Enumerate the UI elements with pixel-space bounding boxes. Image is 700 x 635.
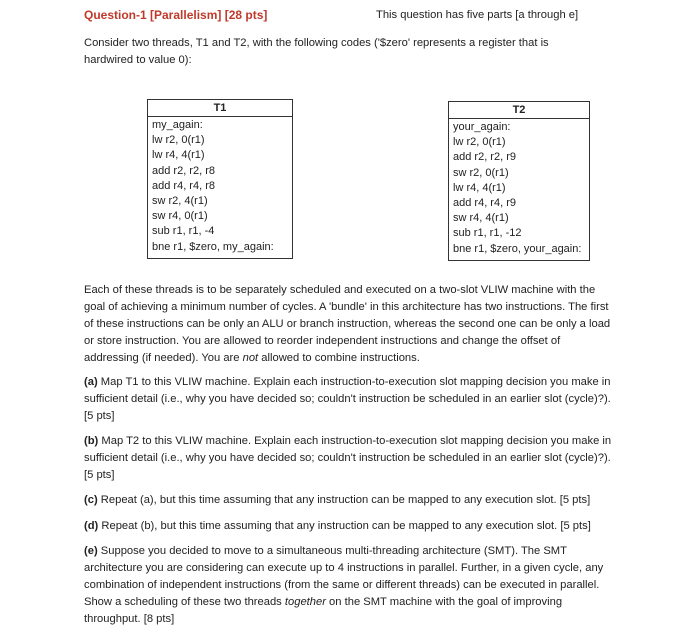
- part-a-text: Map T1 to this VLIW machine. Explain each instruction-to-execution slot mapping decision you make in sufficient detail (i.e., why you have decided so; couldn't instruction be scheduled in an earlier slot (cycle)?). [5 pts]: [84, 376, 611, 422]
- t1-code-lines: [148, 117, 292, 256]
- part-a-paragraph: [84, 374, 618, 425]
- part-c-paragraph: [84, 492, 618, 509]
- code-line: sw r2, 0(r1): [453, 166, 509, 179]
- code-line: lw r4, 4(r1): [453, 181, 506, 194]
- part-a-label: (a): [84, 376, 98, 388]
- code-line: lw r2, 0(r1): [453, 136, 506, 149]
- parts-note: This question has five parts [a through e]: [376, 9, 579, 21]
- code-line: lw r4, 4(r1): [152, 149, 205, 162]
- main-text-emphasis: not: [242, 352, 259, 364]
- part-c-text: Repeat (a), but this time assuming that any instruction can be mapped to any execution slot. [5 pts]: [97, 494, 591, 506]
- code-line: bne r1, $zero, your_again:: [453, 242, 582, 255]
- main-text-post: allowed to combine instructions.: [258, 352, 420, 364]
- part-d-text: Repeat (b), but this time assuming that any instruction can be mapped to any execution slot. [5 pts]: [98, 520, 591, 532]
- code-line: sub r1, r1, -4: [152, 225, 215, 238]
- part-d-label: (d): [84, 520, 99, 532]
- code-line: your_again:: [453, 121, 511, 133]
- part-d-paragraph: [84, 518, 618, 535]
- question-header: [84, 7, 604, 25]
- part-b-paragraph: [84, 433, 618, 484]
- code-line: bne r1, $zero, my_again:: [152, 240, 274, 253]
- part-b-text: Map T2 to this VLIW machine. Explain each instruction-to-execution slot mapping decision you make in sufficient detail (i.e., why you have decided so; couldn't instruction be scheduled in an earlier slot (cycle)?). [5 pts]: [84, 435, 612, 481]
- code-line: lw r2, 0(r1): [152, 134, 205, 147]
- part-e-emphasis: together: [284, 596, 326, 608]
- t2-code-box: [448, 101, 590, 261]
- code-line: add r4, r4, r8: [152, 179, 215, 192]
- main-text-pre: Each of these threads is to be separately scheduled and executed on a two-slot VLIW machine with the goal of achieving a minimum number of cycles. A 'bundle' in this architecture has two instructions. The first of these instructions can be only an ALU or branch instruction, whereas the second one can be only a load or store instruction. You are allowed to reorder independent instructions and change the offset of addressing (if needed). You are: [84, 284, 611, 364]
- code-line: sub r1, r1, -12: [453, 227, 522, 240]
- part-e-label: (e): [84, 545, 98, 557]
- code-line: sw r2, 4(r1): [152, 195, 208, 208]
- part-e-paragraph: [84, 543, 618, 628]
- vliw-description-paragraph: [84, 282, 618, 367]
- code-line: add r2, r2, r8: [152, 164, 215, 177]
- part-e-text-pre: Suppose you decided to move to a simultaneous multi-threading architecture (SMT). The SMT architecture you are considering can execute up to 4 instructions in parallel. Further, in a given cycle, any combination of independent instructions (from the same or different threads) can be executed in parallel. Show a scheduling of these two threads: [84, 545, 604, 608]
- code-line: add r4, r4, r9: [453, 197, 516, 210]
- t2-header: T2: [449, 102, 589, 119]
- t1-code-box: [147, 99, 293, 259]
- code-line: sw r4, 0(r1): [152, 210, 208, 223]
- code-line: add r2, r2, r9: [453, 151, 516, 164]
- part-c-label: (c): [84, 494, 98, 506]
- question-title: Question-1 [Parallelism] [28 pts]: [84, 8, 268, 22]
- t1-header: T1: [148, 100, 292, 117]
- intro-paragraph: Consider two threads, T1 and T2, with the following codes ('$zero' represents a register that is hardwired to value 0):: [84, 37, 549, 66]
- code-line: sw r4, 4(r1): [453, 212, 509, 225]
- t2-code-lines: [449, 119, 589, 258]
- code-line: my_again:: [152, 119, 203, 131]
- part-e-text-post: on the SMT machine with the goal of improving throughput. [8 pts]: [84, 596, 563, 625]
- part-b-label: (b): [84, 435, 99, 447]
